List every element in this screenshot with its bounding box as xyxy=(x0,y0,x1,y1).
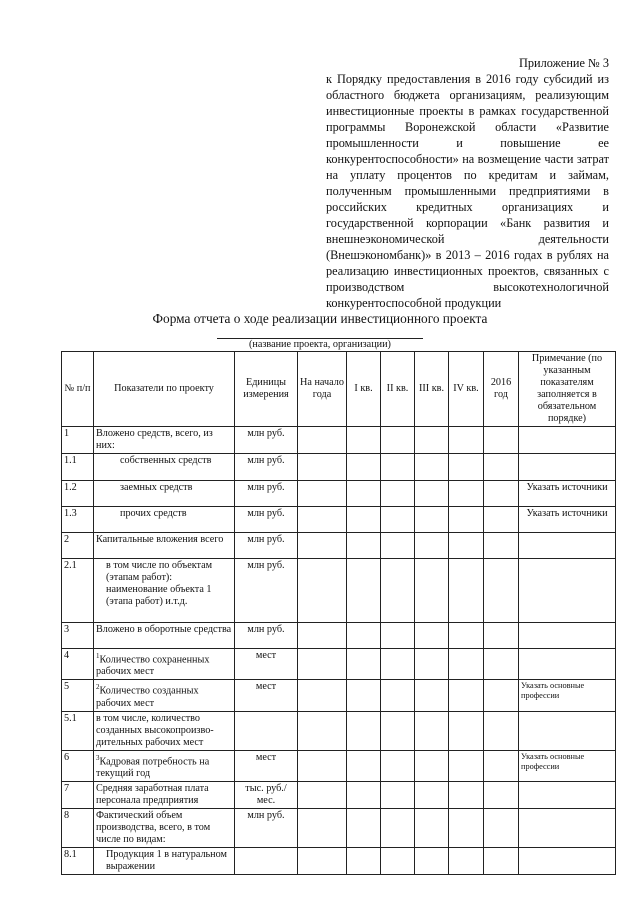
row-indicator-text: в том числе по объектам (этапам работ): наименование объекта 1 (этапа работ) и.т.д. xyxy=(106,560,213,607)
row-note xyxy=(519,623,616,649)
row-value-cell xyxy=(298,680,347,711)
row-value-cell xyxy=(298,649,347,680)
row-value-cell xyxy=(449,427,484,454)
row-value-cell xyxy=(449,649,484,680)
row-note: Указать основные профессии xyxy=(519,680,616,711)
row-value-cell xyxy=(484,711,519,750)
row-indicator-text: Количество сохраненных рабочих мест xyxy=(96,654,210,678)
row-value-cell xyxy=(415,782,449,809)
row-value-cell xyxy=(449,533,484,559)
row-unit: мест xyxy=(235,750,298,781)
row-value-cell xyxy=(415,649,449,680)
row-number: 2.1 xyxy=(62,559,94,623)
row-note: Указать источники xyxy=(519,481,616,507)
row-number: 1.1 xyxy=(62,454,94,481)
row-value-cell xyxy=(449,507,484,533)
row-indicator xyxy=(94,809,235,848)
row-value-cell xyxy=(347,507,381,533)
row-value-cell xyxy=(347,649,381,680)
row-value-cell xyxy=(484,848,519,875)
row-value-cell xyxy=(484,481,519,507)
form-title: Форма отчета о ходе реализации инвестиционного проекта xyxy=(152,311,488,326)
row-indicator-text: Фактический объем производства, всего, в том числе по видам: xyxy=(96,810,211,846)
appendix-block xyxy=(326,55,609,311)
row-number: 3 xyxy=(62,623,94,649)
row-unit: мест xyxy=(235,649,298,680)
table-row xyxy=(62,848,616,875)
row-value-cell xyxy=(298,481,347,507)
row-value-cell xyxy=(415,559,449,623)
report-table xyxy=(61,351,616,875)
row-number: 1.3 xyxy=(62,507,94,533)
row-value-cell xyxy=(415,809,449,848)
header-q4: IV кв. xyxy=(449,352,484,427)
row-note xyxy=(519,711,616,750)
row-indicator-text: Капитальные вложения всего xyxy=(96,534,224,545)
row-value-cell xyxy=(484,559,519,623)
row-indicator xyxy=(94,649,235,680)
table-row xyxy=(62,680,616,711)
row-value-cell xyxy=(381,454,415,481)
row-value-cell xyxy=(449,680,484,711)
row-indicator xyxy=(94,782,235,809)
row-note xyxy=(519,649,616,680)
row-value-cell xyxy=(484,750,519,781)
table-row xyxy=(62,481,616,507)
row-value-cell xyxy=(449,848,484,875)
row-value-cell xyxy=(381,559,415,623)
row-value-cell xyxy=(415,750,449,781)
table-row xyxy=(62,623,616,649)
footnote-mark: 1 xyxy=(96,652,100,660)
row-value-cell xyxy=(415,680,449,711)
row-value-cell xyxy=(381,711,415,750)
row-value-cell xyxy=(484,454,519,481)
row-value-cell xyxy=(381,481,415,507)
row-value-cell xyxy=(347,750,381,781)
row-value-cell xyxy=(449,623,484,649)
row-indicator-text: Вложено в оборотные средства xyxy=(96,624,232,635)
row-indicator xyxy=(94,427,235,454)
row-value-cell xyxy=(347,711,381,750)
row-value-cell xyxy=(484,809,519,848)
row-number: 7 xyxy=(62,782,94,809)
header-start: На начало года xyxy=(298,352,347,427)
row-value-cell xyxy=(484,649,519,680)
row-unit: млн руб. xyxy=(235,623,298,649)
row-indicator-text: собственных средств xyxy=(120,455,212,466)
row-value-cell xyxy=(449,481,484,507)
row-value-cell xyxy=(347,680,381,711)
row-value-cell xyxy=(298,711,347,750)
header-unit: Единицы измерения xyxy=(235,352,298,427)
row-indicator-text: Кадровая потребность на текущий год xyxy=(96,756,210,780)
row-number: 5.1 xyxy=(62,711,94,750)
row-value-cell xyxy=(415,427,449,454)
row-value-cell xyxy=(415,507,449,533)
row-value-cell xyxy=(298,848,347,875)
row-unit: млн руб. xyxy=(235,533,298,559)
row-note: Указать основные профессии xyxy=(519,750,616,781)
row-value-cell xyxy=(347,809,381,848)
table-row xyxy=(62,559,616,623)
row-unit: млн руб. xyxy=(235,454,298,481)
row-indicator-text: Средняя заработная плата персонала предприятия xyxy=(96,783,209,807)
row-number: 8.1 xyxy=(62,848,94,875)
row-value-cell xyxy=(298,750,347,781)
row-value-cell xyxy=(298,507,347,533)
row-value-cell xyxy=(381,507,415,533)
row-value-cell xyxy=(298,427,347,454)
row-unit: тыс. руб./мес. xyxy=(235,782,298,809)
row-unit: млн руб. xyxy=(235,481,298,507)
row-value-cell xyxy=(347,481,381,507)
row-unit: млн руб. xyxy=(235,559,298,623)
row-note xyxy=(519,454,616,481)
header-q1: I кв. xyxy=(347,352,381,427)
row-value-cell xyxy=(449,809,484,848)
row-value-cell xyxy=(298,454,347,481)
row-indicator xyxy=(94,623,235,649)
footnote-mark: 2 xyxy=(96,683,100,692)
row-unit: млн руб. xyxy=(235,427,298,454)
row-value-cell xyxy=(298,782,347,809)
row-value-cell xyxy=(449,782,484,809)
row-indicator-text: в том числе, количество созданных высокопроизво-дительных рабочих мест xyxy=(96,712,214,748)
row-note xyxy=(519,533,616,559)
row-indicator-text: Вложено средств, всего, из них: xyxy=(96,428,213,451)
row-value-cell xyxy=(347,848,381,875)
row-unit: млн руб. xyxy=(235,809,298,848)
row-value-cell xyxy=(298,533,347,559)
header-num: № п/п xyxy=(62,352,94,427)
row-indicator-text: Количество созданных рабочих мест xyxy=(96,685,199,709)
row-number: 4 xyxy=(62,649,94,680)
table-row xyxy=(62,782,616,809)
row-indicator-text: заемных средств xyxy=(120,482,193,493)
row-note: Указать источники xyxy=(519,507,616,533)
row-number: 1.2 xyxy=(62,481,94,507)
table-row xyxy=(62,507,616,533)
row-value-cell xyxy=(347,454,381,481)
table-row xyxy=(62,711,616,750)
row-value-cell xyxy=(381,427,415,454)
row-value-cell xyxy=(415,623,449,649)
table-row xyxy=(62,533,616,559)
row-value-cell xyxy=(298,623,347,649)
row-value-cell xyxy=(415,711,449,750)
row-value-cell xyxy=(415,481,449,507)
table-row xyxy=(62,427,616,454)
row-value-cell xyxy=(347,559,381,623)
project-name-caption: (название проекта, организации) xyxy=(249,339,391,350)
header-year: 2016 год xyxy=(484,352,519,427)
row-value-cell xyxy=(347,427,381,454)
row-indicator xyxy=(94,680,235,711)
row-value-cell xyxy=(484,623,519,649)
row-value-cell xyxy=(484,507,519,533)
row-value-cell xyxy=(415,848,449,875)
row-value-cell xyxy=(484,782,519,809)
row-value-cell xyxy=(381,533,415,559)
row-indicator-text: Продукция 1 в натуральном выражении xyxy=(106,849,227,873)
row-number: 6 xyxy=(62,750,94,781)
footnote-mark: 3 xyxy=(96,753,100,762)
table-row xyxy=(62,750,616,781)
row-value-cell xyxy=(347,782,381,809)
row-unit xyxy=(235,848,298,875)
row-indicator xyxy=(94,848,235,875)
row-indicator xyxy=(94,750,235,781)
row-note xyxy=(519,782,616,809)
row-value-cell xyxy=(381,782,415,809)
row-note xyxy=(519,427,616,454)
row-indicator-text: прочих средств xyxy=(120,508,187,519)
row-value-cell xyxy=(415,454,449,481)
row-value-cell xyxy=(347,623,381,649)
row-value-cell xyxy=(381,680,415,711)
row-note xyxy=(519,559,616,623)
row-value-cell xyxy=(449,750,484,781)
row-number: 5 xyxy=(62,680,94,711)
row-value-cell xyxy=(484,427,519,454)
row-value-cell xyxy=(347,533,381,559)
table-row xyxy=(62,454,616,481)
row-indicator xyxy=(94,481,235,507)
row-number: 8 xyxy=(62,809,94,848)
table-header-row xyxy=(62,352,616,427)
appendix-number: Приложение № 3 xyxy=(518,56,609,70)
row-unit: мест xyxy=(235,680,298,711)
row-value-cell xyxy=(449,454,484,481)
table-row xyxy=(62,649,616,680)
header-indicator: Показатели по проекту xyxy=(94,352,235,427)
row-unit xyxy=(235,711,298,750)
row-value-cell xyxy=(484,680,519,711)
appendix-text: к Порядку предоставления в 2016 году субсидий из областного бюджета организациям, реализующим инвестиционные проекты в рамках государственной программы Воронежской области «Развитие промышленности и повышение ее конкурентоспособности» на возмещение части затрат на уплату процентов по кредитам и займам, полученным промышленными предприятиями в российских кредитных организациях и государственной корпорации «Банк развития и внешнеэкономической деятельности (Внешэкономбанк)» в 2013 – 2016 годах в рублях на реализацию инвестиционных проектов, связанных с производством высокотехнологичной конкурентоспособной продукции xyxy=(326,72,609,310)
row-indicator xyxy=(94,454,235,481)
row-value-cell xyxy=(381,649,415,680)
row-value-cell xyxy=(298,559,347,623)
row-indicator xyxy=(94,533,235,559)
row-value-cell xyxy=(298,809,347,848)
row-value-cell xyxy=(381,750,415,781)
row-value-cell xyxy=(449,711,484,750)
row-number: 1 xyxy=(62,427,94,454)
row-unit: млн руб. xyxy=(235,507,298,533)
row-value-cell xyxy=(484,533,519,559)
header-q3: III кв. xyxy=(415,352,449,427)
row-value-cell xyxy=(381,623,415,649)
row-note xyxy=(519,809,616,848)
row-value-cell xyxy=(415,533,449,559)
header-note: Примечание (по указанным показателям заполняется в обязательном порядке) xyxy=(519,352,616,427)
row-indicator xyxy=(94,559,235,623)
table-row xyxy=(62,809,616,848)
row-value-cell xyxy=(449,559,484,623)
row-number: 2 xyxy=(62,533,94,559)
row-value-cell xyxy=(381,848,415,875)
row-note xyxy=(519,848,616,875)
header-q2: II кв. xyxy=(381,352,415,427)
row-value-cell xyxy=(381,809,415,848)
row-indicator xyxy=(94,711,235,750)
table-body xyxy=(62,427,616,875)
row-indicator xyxy=(94,507,235,533)
